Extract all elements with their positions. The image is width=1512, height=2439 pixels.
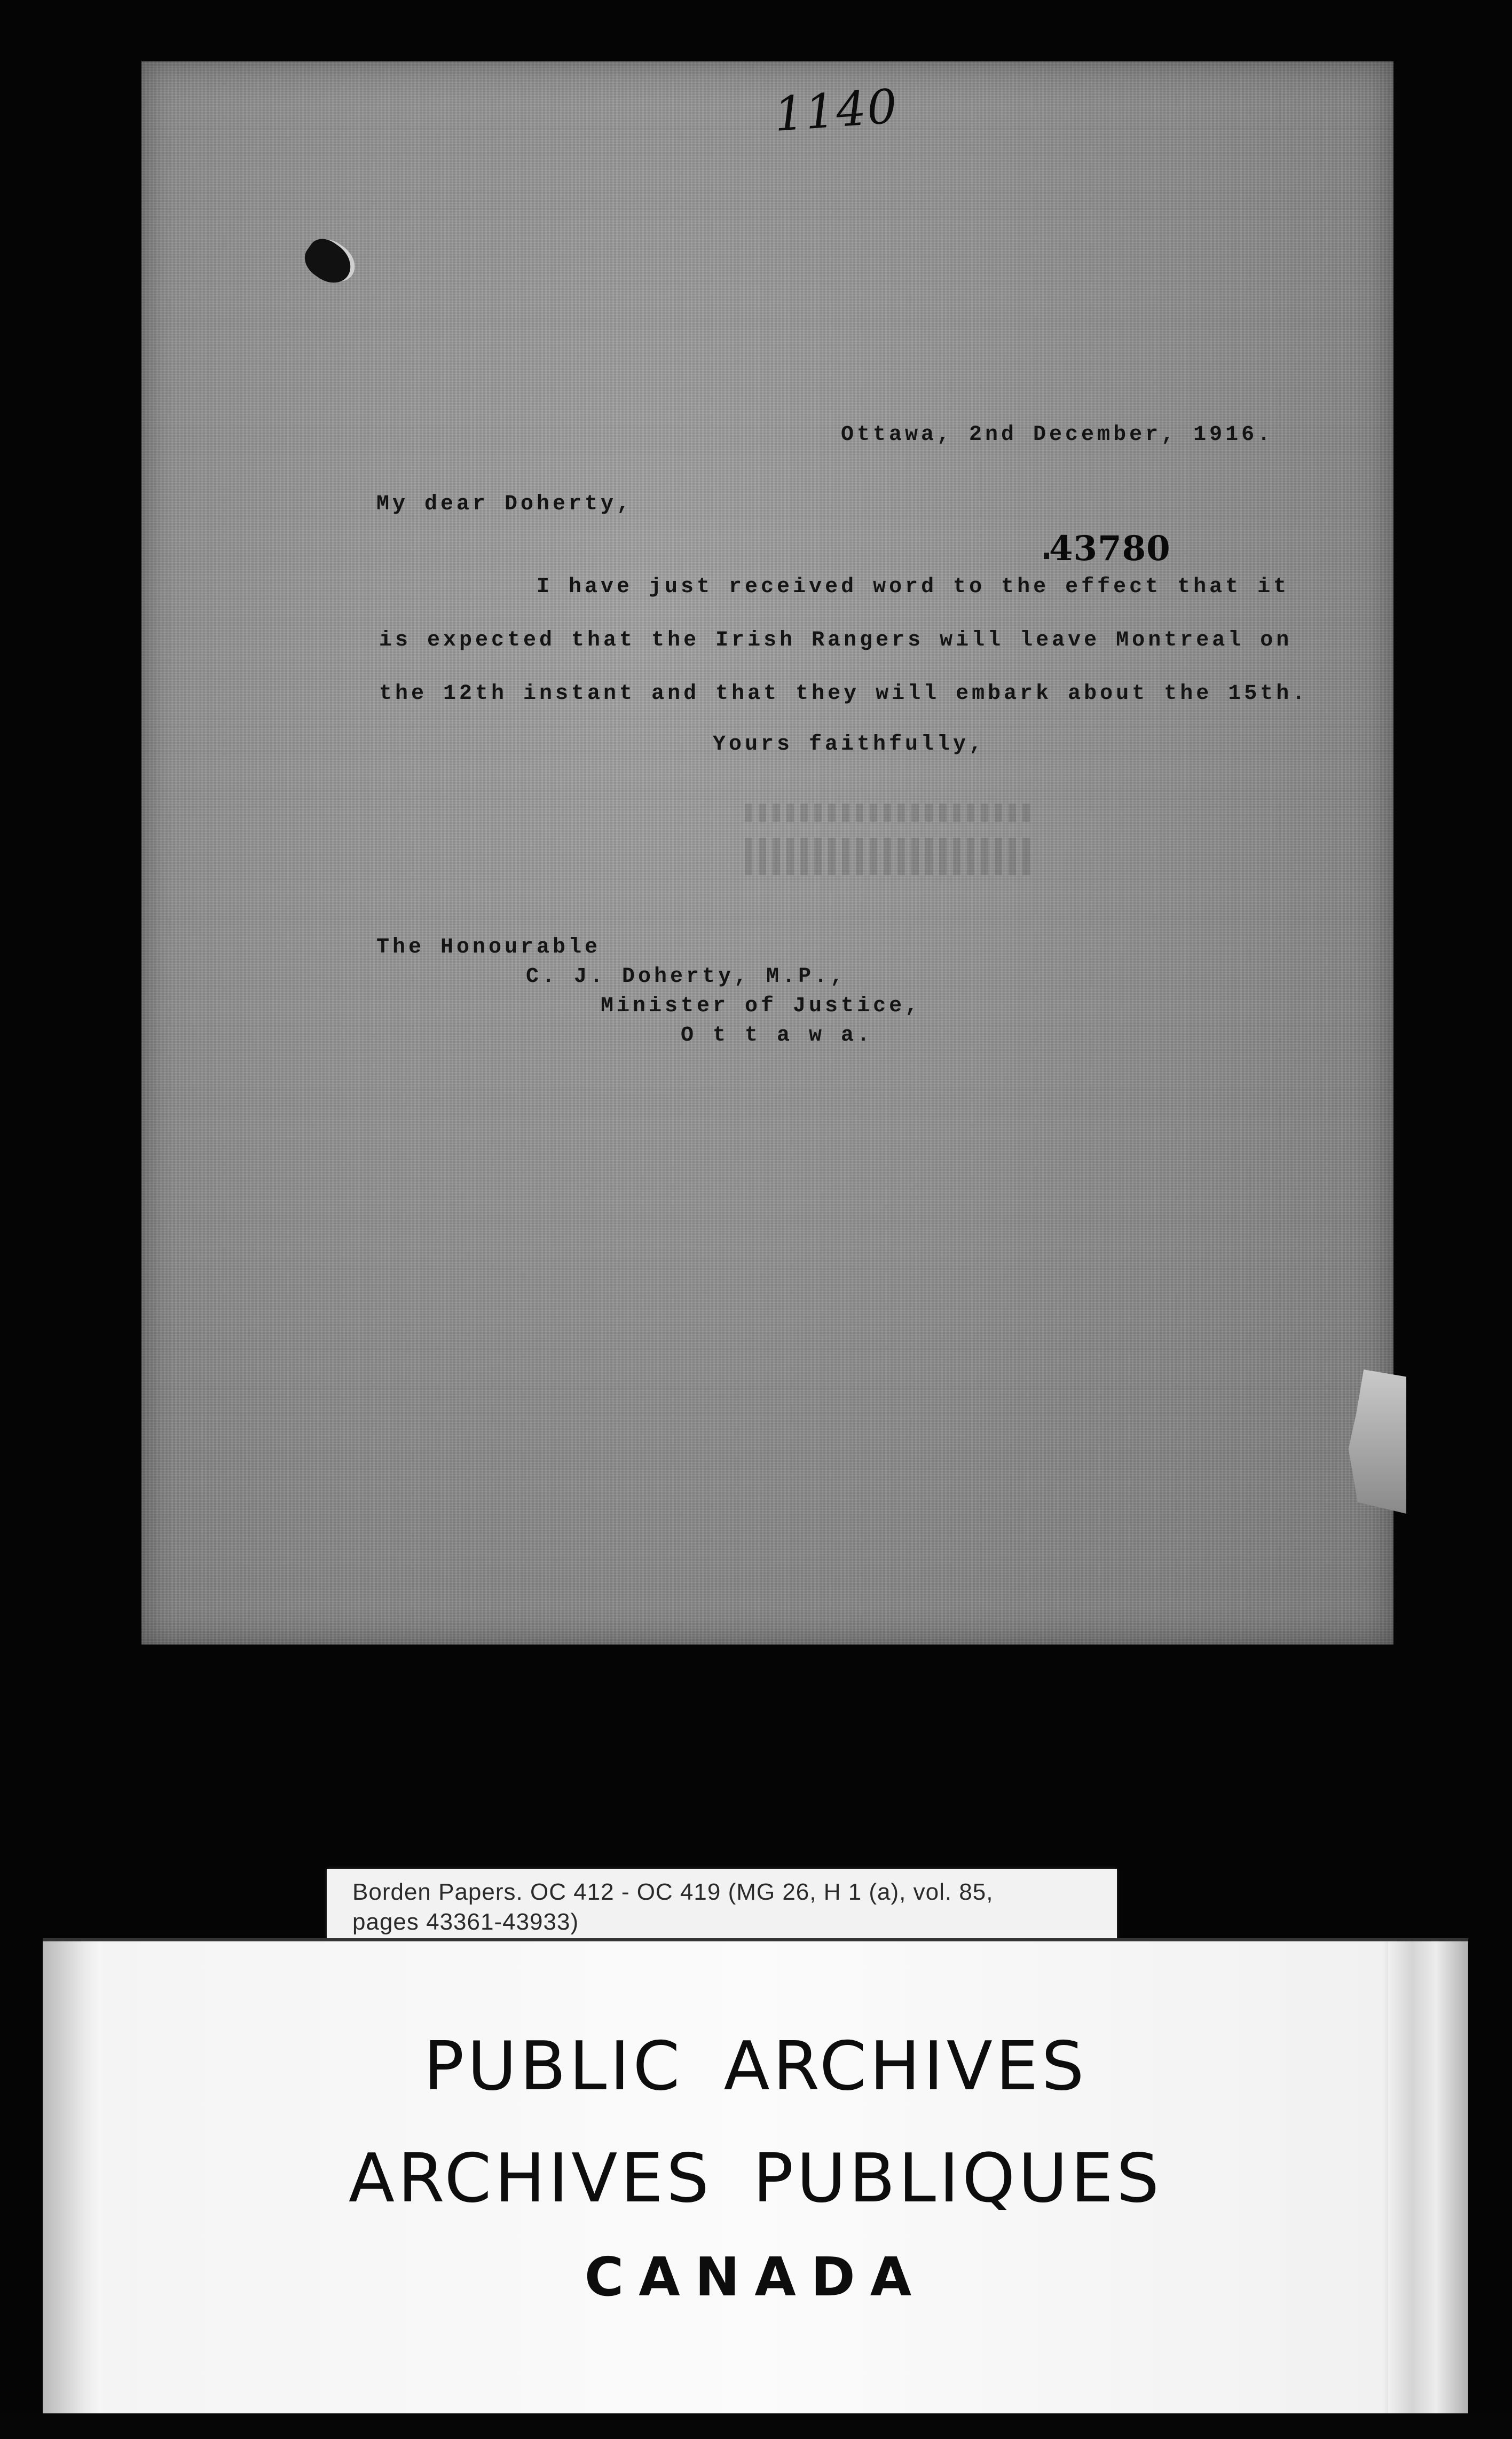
catalog-text bbox=[352, 1877, 1111, 1937]
folio-number: 1140 bbox=[772, 78, 900, 142]
date-line: Ottawa, 2nd December, 1916. bbox=[841, 423, 1274, 447]
addressee-line-1: The Honourable bbox=[376, 935, 601, 959]
addressee-line-2: C. J. Doherty, M.P., bbox=[526, 965, 847, 989]
torn-corner bbox=[1345, 1370, 1406, 1514]
archives-card bbox=[43, 1938, 1468, 2417]
archives-title-french: ARCHIVES PUBLIQUES bbox=[348, 2139, 1163, 2217]
letter-page bbox=[141, 61, 1393, 1645]
addressee-line-4: O t t a w a. bbox=[681, 1024, 873, 1048]
bottom-band bbox=[0, 2413, 1512, 2439]
stamp-mark bbox=[1044, 553, 1049, 559]
document-number-stamp: 43780 bbox=[1049, 529, 1171, 569]
closing: Yours faithfully, bbox=[713, 733, 986, 757]
faded-signature-stamp bbox=[723, 788, 1054, 926]
catalog-line-1: Borden Papers. OC 412 - OC 419 (MG 26, H 1 (a), vol. 85, bbox=[352, 1879, 994, 1905]
catalog-line-2: pages 43361-43933) bbox=[352, 1909, 579, 1935]
archives-title-english: PUBLIC ARCHIVES bbox=[423, 2027, 1088, 2105]
archives-country: CANADA bbox=[584, 2246, 927, 2308]
catalog-label bbox=[327, 1869, 1117, 1941]
body-line-3: the 12th instant and that they will embark about the 15th. bbox=[379, 682, 1309, 706]
addressee-line-3: Minister of Justice, bbox=[601, 994, 922, 1018]
body-line-1: I have just received word to the effect that it bbox=[537, 575, 1290, 599]
body-line-2: is expected that the Irish Rangers will leave Montreal on bbox=[379, 628, 1293, 652]
salutation: My dear Doherty, bbox=[376, 492, 633, 516]
punch-hole bbox=[298, 233, 359, 291]
